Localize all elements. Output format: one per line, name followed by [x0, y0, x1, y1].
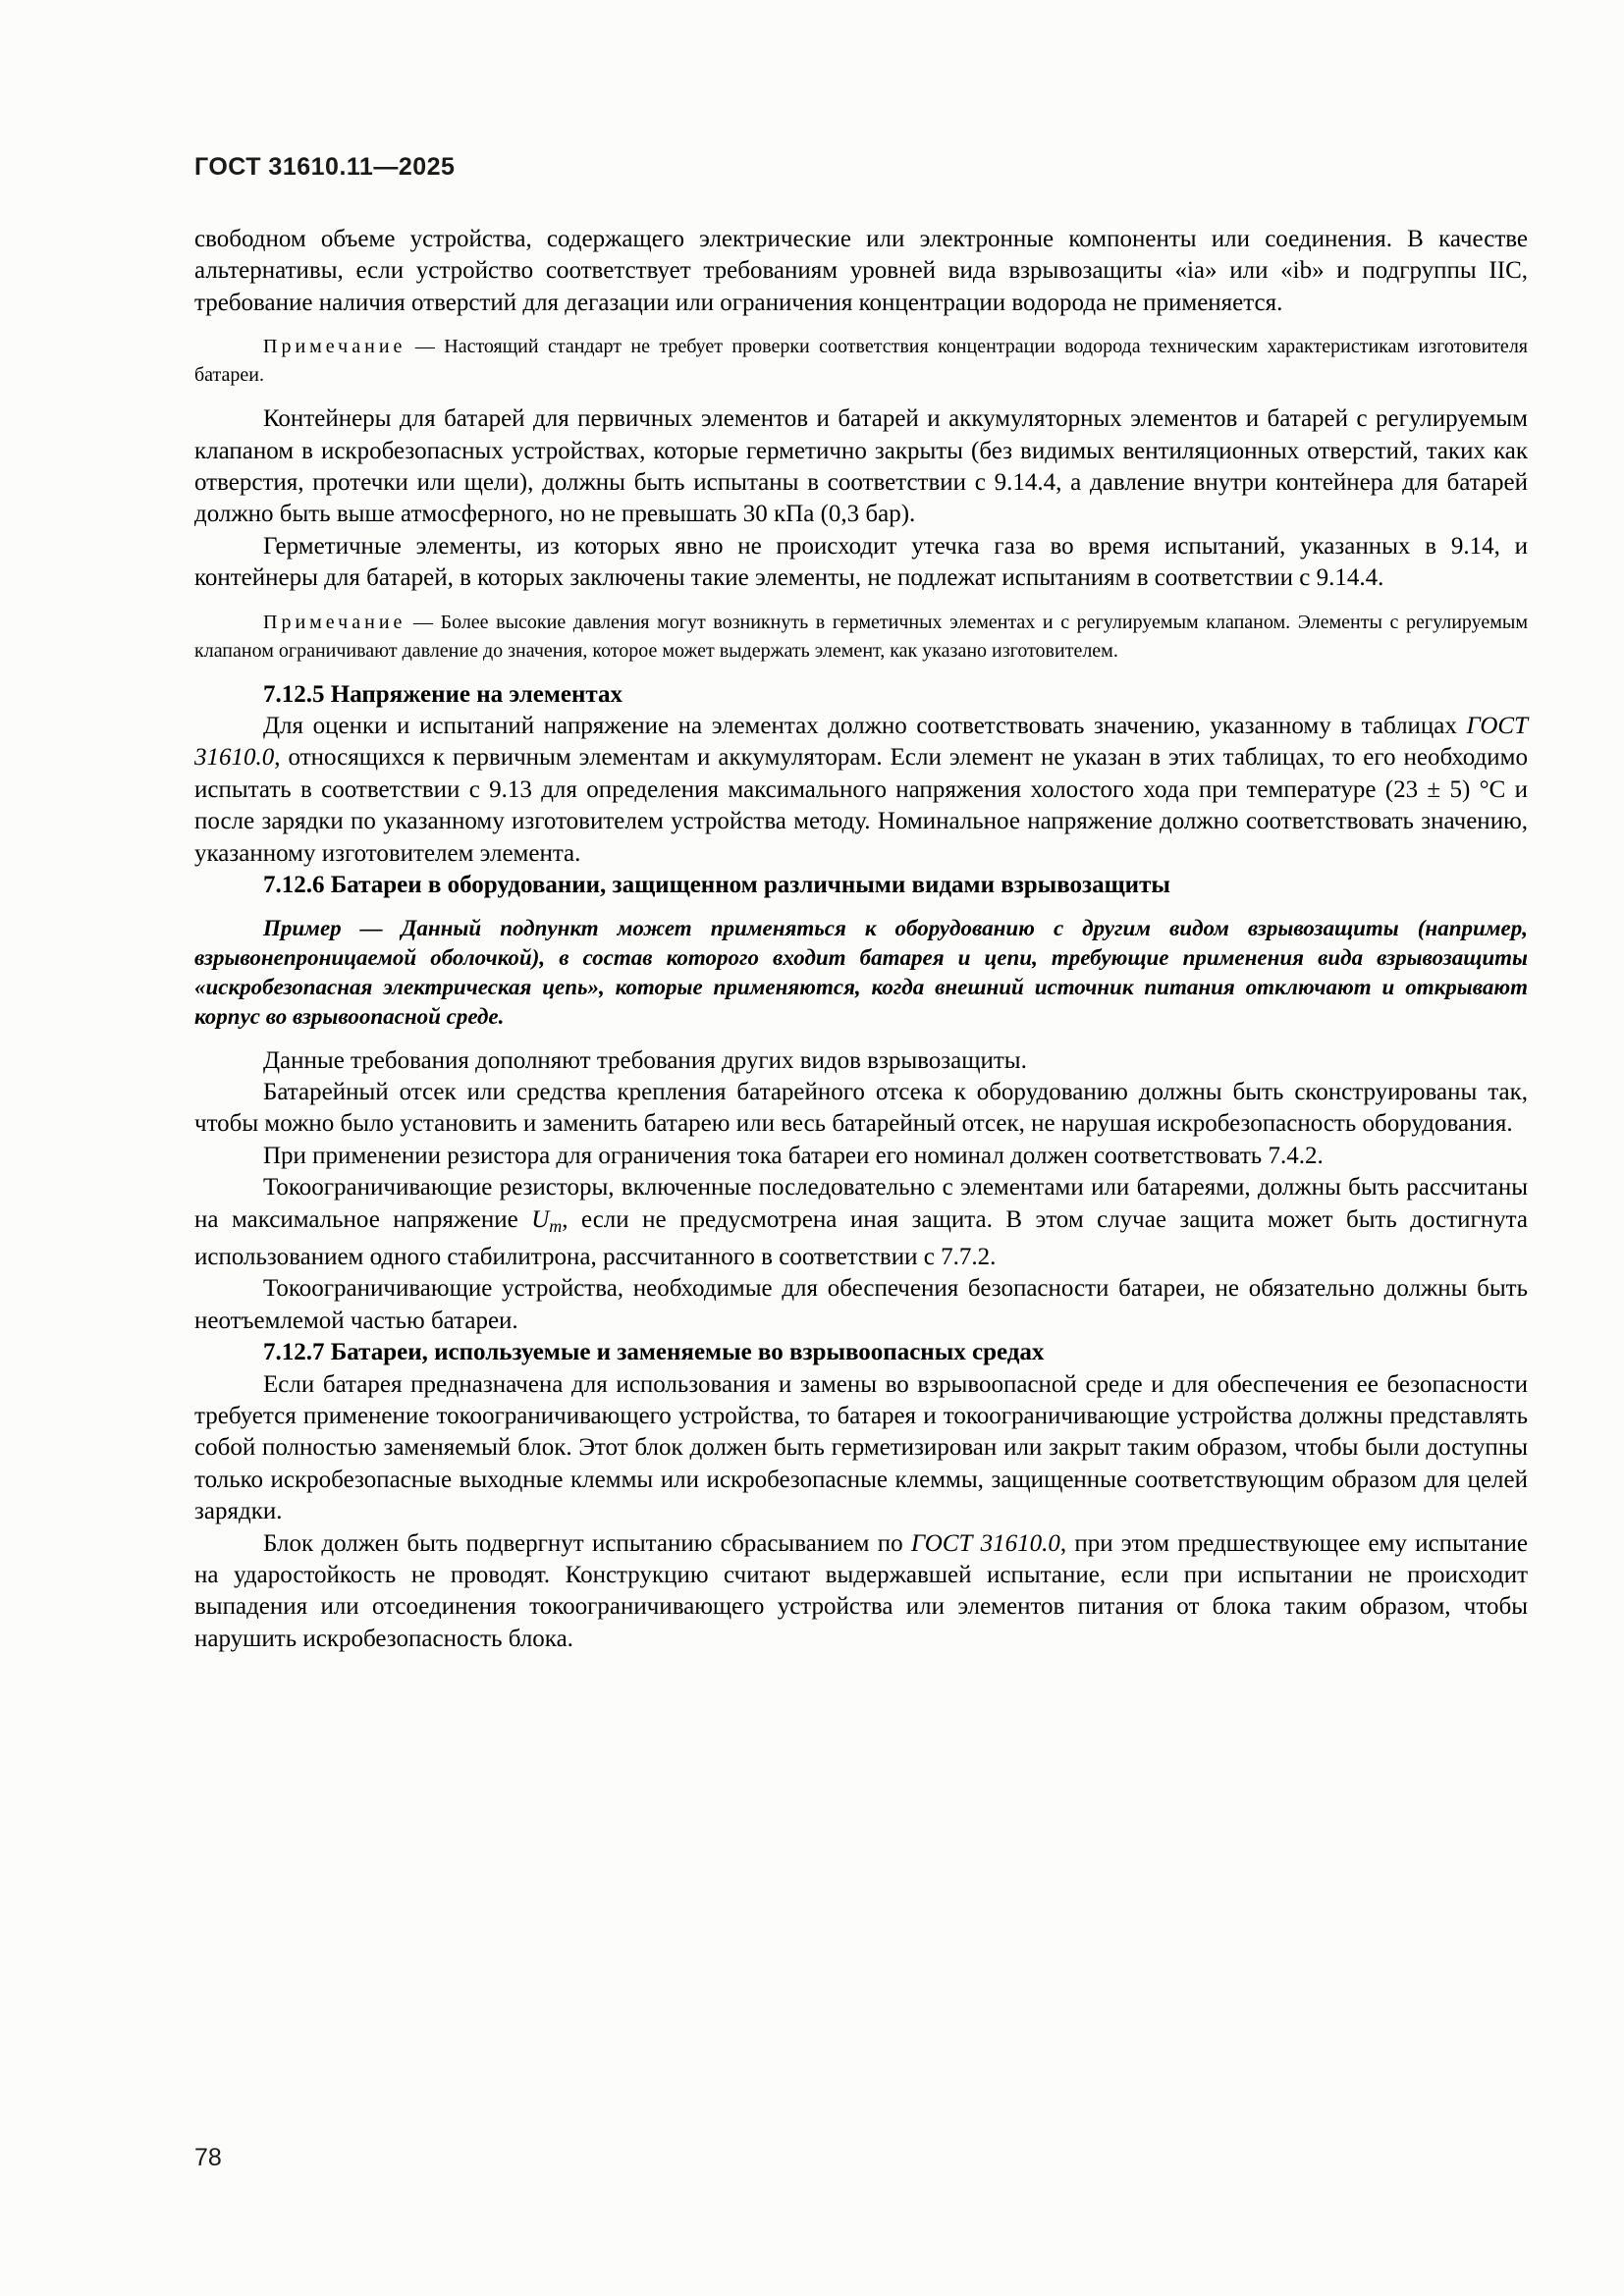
paragraph — [194, 1528, 1528, 1656]
paragraph — [194, 1172, 1528, 1273]
text-run: Для оценки и испытаний напряжение на элементах должно соответствовать значению, указанному в таблицах — [263, 713, 1467, 740]
paragraph: Данные требования дополняют требования других видов взрывозащиты. — [263, 1046, 1027, 1074]
reference: ГОСТ 31610.0 — [194, 713, 1528, 772]
text-run: , при этом предшествующее ему испытание на ударостойкость не проводят. Конструкцию считают выдержавшей испытание, если при испытании не происходит выпадения или отсоединения токоограничивающего устройства или элементов питания от блока таким образом, чтобы нарушить искробезопасность блока. — [194, 1529, 1528, 1652]
note-label: Примечание — [263, 336, 406, 358]
paragraph: Если батарея предназначена для использования и замены во взрывоопасной среде и для обеспечения ее безопасности требуется применение токоограничивающего устройства, то батарея и токоограничивающие устройства должны представлять собой полностью заменяемый блок. Этот блок должен быть герметизирован или закрыт таким образом, чтобы были доступны только искробезопасные выходные клеммы или искробезопасные клеммы, защищенные соответствующим образом для целей зарядки. — [194, 1370, 1528, 1525]
paragraph: При применении резистора для ограничения тока батареи его номинал должен соответствовать 7.4.2. — [263, 1142, 1324, 1169]
document-header: ГОСТ 31610.11—2025 — [194, 153, 456, 181]
section-heading: 7.12.7 Батареи, используемые и заменяемые во взрывоопасных средах — [263, 1339, 1045, 1366]
paragraph: Батарейный отсек или средства крепления батарейного отсека к оборудованию должны быть сконструированы так, чтобы можно было установить и заменить батарею или весь батарейный отсек, не нарушая искробезопасность оборудования. — [194, 1078, 1528, 1138]
section-heading: 7.12.5 Напряжение на элементах — [263, 680, 623, 708]
section-heading: 7.12.6 Батареи в оборудовании, защищенном различными видами взрывозащиты — [263, 872, 1170, 899]
text-run: , относящихся к первичным элементам и аккумуляторам. Если элемент не указан в этих таблицах, то его необходимо испытать в соответствии с 9.13 для определения максимального напряжения холостого хода при температуре (23 ± 5) °С и после зарядки по указанному изготовителем устройства методу. Номинальное напряжение должно соответствовать значению, указанному изготовителем элемента. — [194, 744, 1528, 867]
paragraph — [194, 711, 1528, 870]
text-run: Блок должен быть подвергнут испытанию сбрасыванием по — [263, 1529, 911, 1557]
text-run: Токоограничивающие резисторы, включенные последовательно с элементами или батареями, должны быть рассчитаны на максимальное напряжение — [194, 1174, 1528, 1233]
text-run: , если не предусмотрена иная защита. В этом случае защита может быть достигнута использованием одного стабилитрона, рассчитанного в соответствии с 7.7.2. — [194, 1205, 1529, 1270]
note-label: Примечание — [263, 611, 406, 633]
note — [194, 609, 1528, 666]
document-body — [194, 224, 1528, 1655]
page-number: 78 — [194, 2144, 222, 2171]
note — [194, 333, 1528, 390]
paragraph: Герметичные элементы, из которых явно не происходит утечка газа во время испытаний, указанных в 9.14, и контейнеры для батарей, в которых заключены такие элементы, не подлежат испытаниям в соответствии с 9.14.4. — [194, 532, 1528, 592]
paragraph: Контейнеры для батарей для первичных элементов и батарей и аккумуляторных элементов и батарей с регулируемым клапаном в искробезопасных устройствах, которые герметично закрыты (без видимых вентиляционных отверстий, таких как отверстия, протечки или щели), должны быть испытаны в соответствии с 9.14.4, а давление внутри контейнера для батарей должно быть выше атмосферного, но не превышать 30 кПа (0,3 бар). — [194, 405, 1528, 528]
reference: ГОСТ 31610.0 — [910, 1529, 1060, 1557]
paragraph: свободном объеме устройства, содержащего электрические или электронные компоненты или соединения. В качестве альтернативы, если устройство соответствует требованиям уровней вида взрывозащиты «ia» или «ib» и подгруппы IIC, требование наличия отверстий для дегазации или ограничения концентрации водорода не применяется. — [194, 226, 1528, 316]
symbol: U — [531, 1205, 550, 1233]
note-text: — Настоящий стандарт не требует проверки соответствия концентрации водорода техническим характеристикам изготовителя батареи. — [194, 336, 1528, 387]
paragraph: Токоограничивающие устройства, необходимые для обеспечения безопасности батареи, не обязательно должны быть неотъемлемой частью батареи. — [194, 1275, 1528, 1334]
example: Пример — Данный подпункт может применяться к оборудованию с другим видом взрывозащиты (например, взрывонепроницаемой оболочкой), в состав которого входит батарея и цепи, требующие применения вида взрывозащиты «искробезопасная электрическая цепь», которые применяются, когда внешний источник питания отключают и открывают корпус во взрывоопасной среде. — [194, 915, 1528, 1029]
note-text: — Более высокие давления могут возникнуть в герметичных элементах и с регулируемым клапаном. Элементы с регулируемым клапаном ограничивают давление до значения, которое может выдержать элемент, как указано изготовителем. — [194, 611, 1528, 662]
symbol-subscript: m — [549, 1215, 563, 1236]
